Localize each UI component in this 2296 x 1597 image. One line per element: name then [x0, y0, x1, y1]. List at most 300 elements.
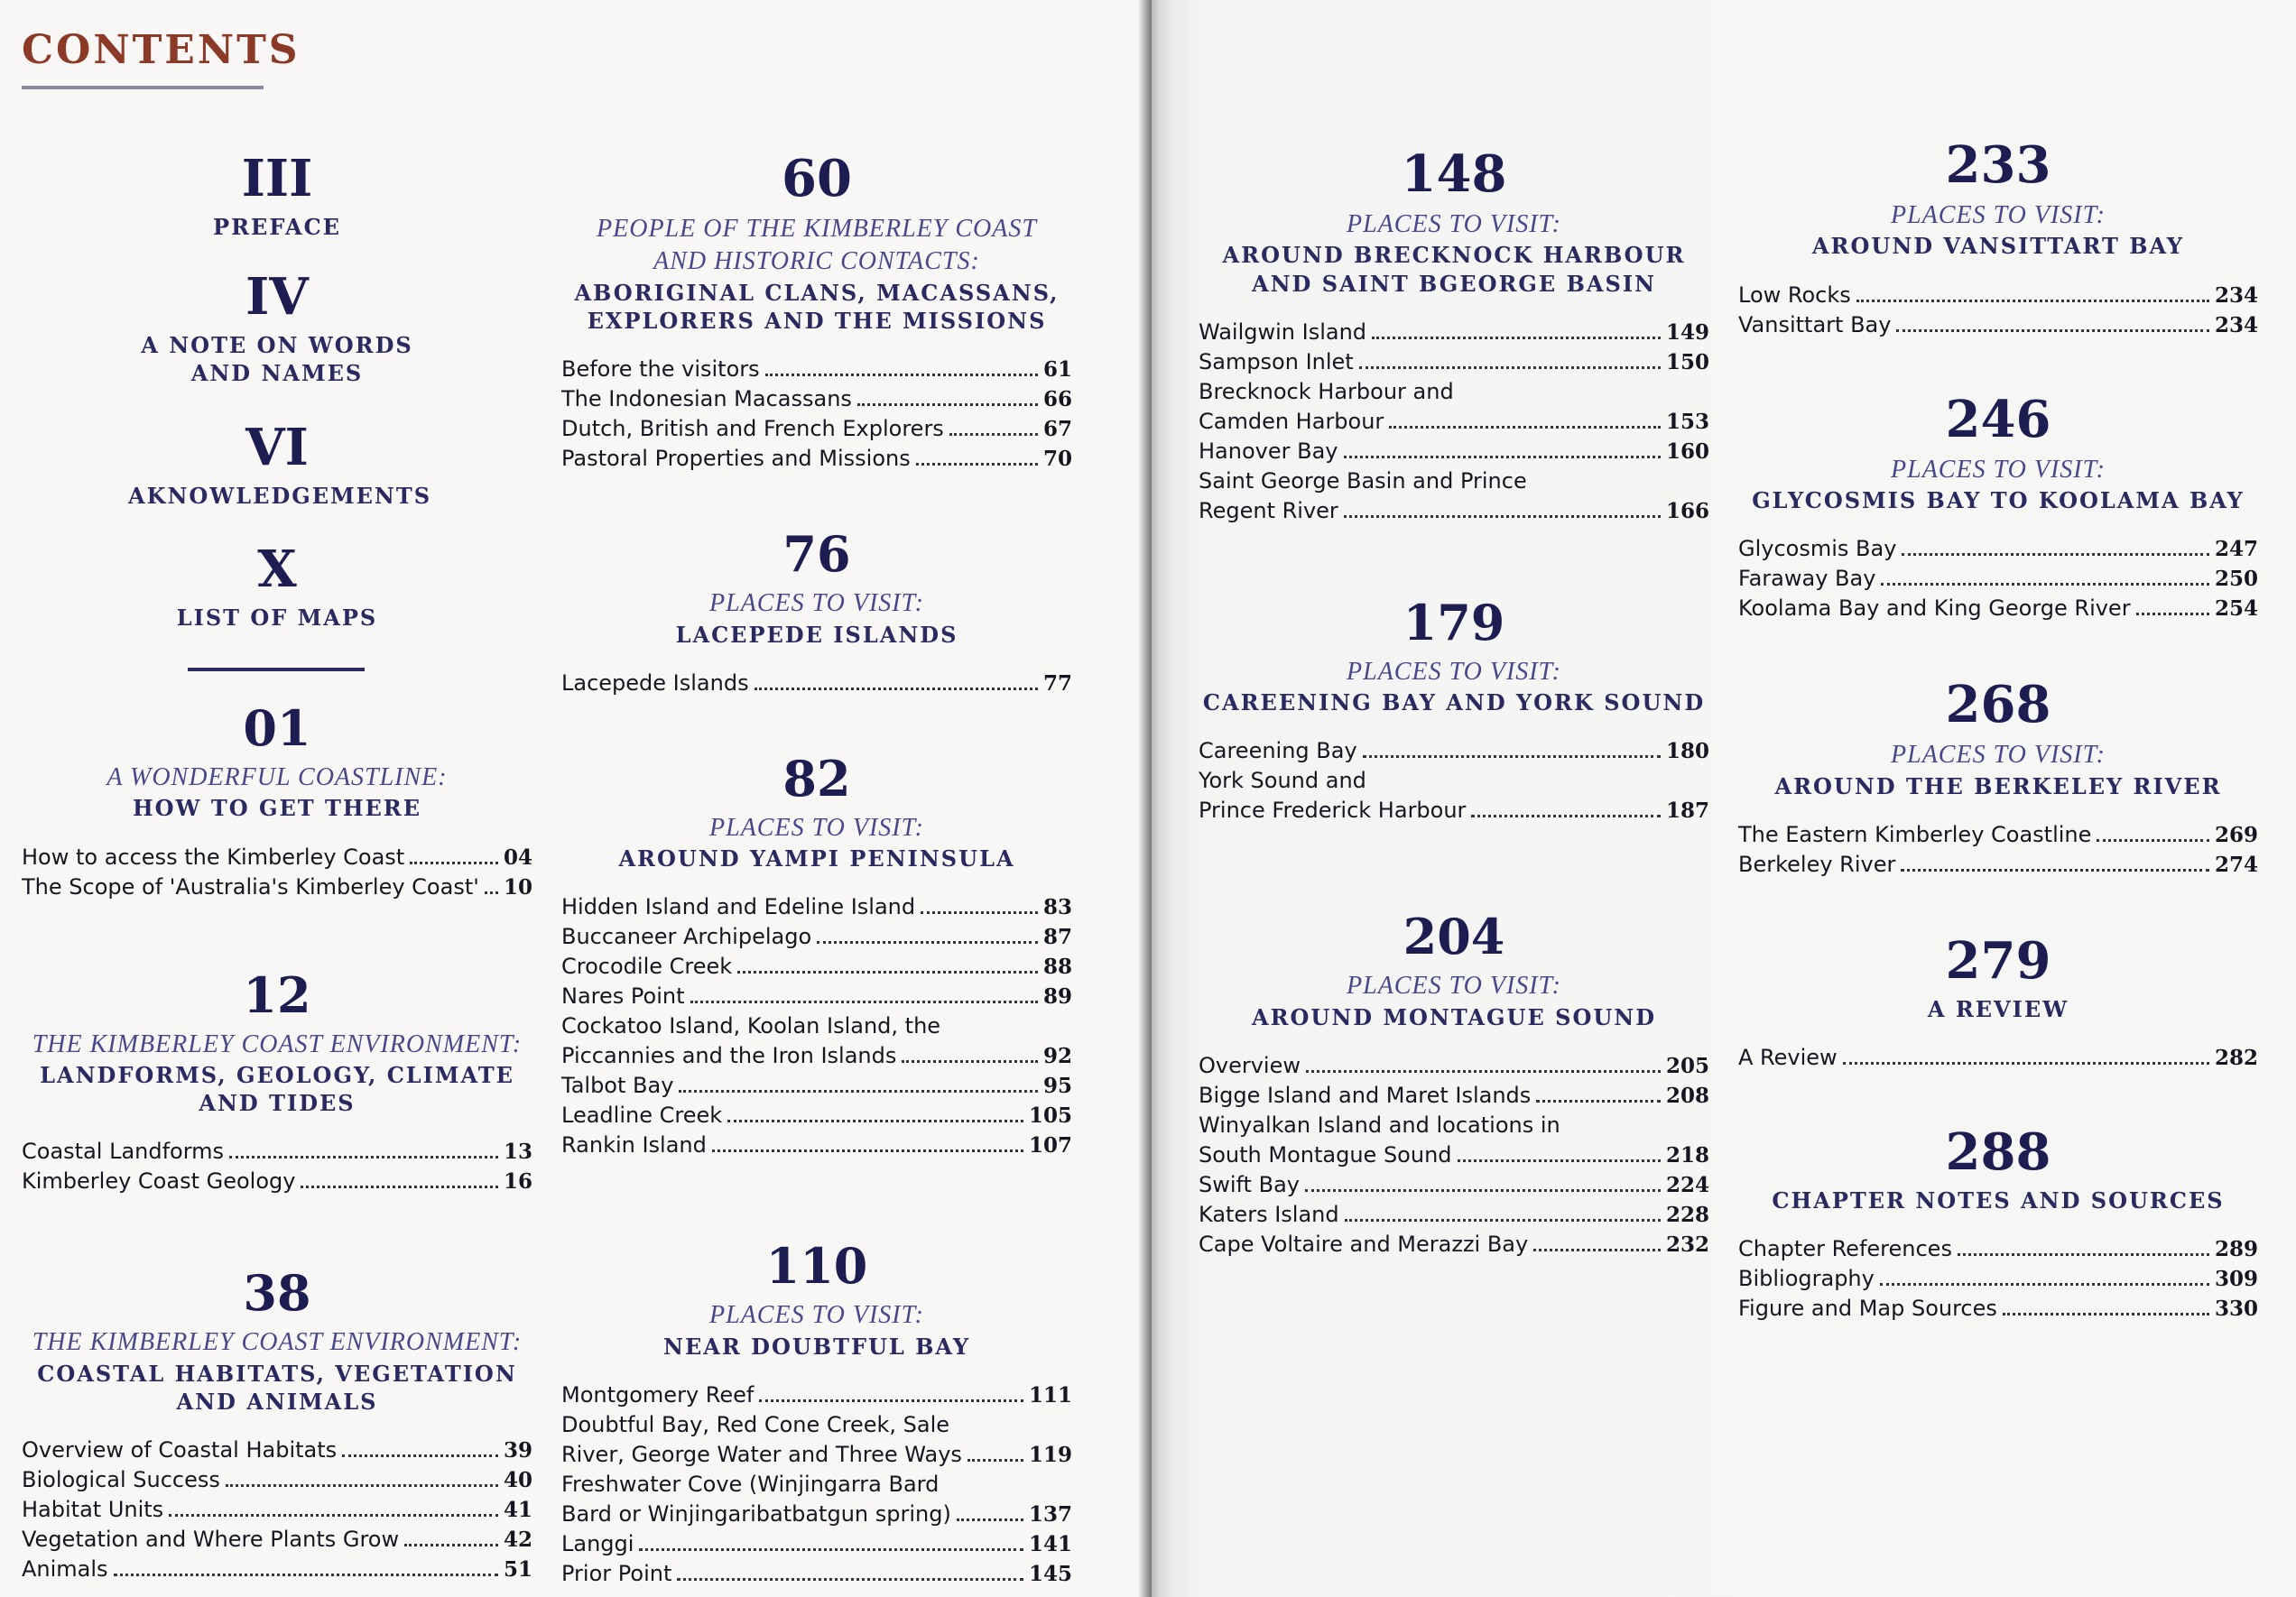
toc-entry-page: 13	[503, 1140, 532, 1165]
toc-entry-page: 274	[2214, 852, 2258, 877]
toc-entry-list	[1738, 281, 2258, 340]
dot-leader	[949, 433, 1038, 436]
toc-entry[interactable]	[561, 1380, 1072, 1410]
toc-entry-title: Rankin Island	[561, 1132, 707, 1159]
toc-entry-title: Talbot Bay	[561, 1073, 674, 1099]
dot-leader	[1843, 1062, 2209, 1065]
toc-entry[interactable]	[1738, 564, 2258, 594]
dot-leader	[1902, 553, 2209, 556]
toc-entry[interactable]	[22, 1555, 532, 1584]
toc-entry-title: Nares Point	[561, 983, 685, 1010]
toc-entry-title: Montgomery Reef	[561, 1381, 755, 1408]
dot-leader	[957, 1519, 1023, 1521]
toc-entry-page: 234	[2214, 312, 2258, 337]
toc-entry-page: 41	[503, 1498, 532, 1523]
toc-entry-page: 77	[1042, 670, 1072, 696]
toc-entry-list	[561, 1380, 1072, 1589]
dot-leader	[1471, 815, 1661, 817]
toc-entry-page: 105	[1028, 1103, 1072, 1129]
toc-entry-page: 309	[2214, 1267, 2258, 1292]
toc-entry-title: Habitat Units	[22, 1497, 164, 1523]
toc-entry-first-line: Saint George Basin and Prince	[1199, 467, 1527, 494]
toc-entry-page: 166	[1665, 498, 1709, 523]
toc-entry-page: 289	[2214, 1237, 2258, 1262]
toc-entry[interactable]	[1738, 594, 2258, 623]
section-page-number: 246	[1945, 389, 2051, 449]
toc-section	[1738, 389, 2258, 624]
toc-entry[interactable]	[561, 444, 1072, 474]
toc-entry-first-line: Winyalkan Island and locations in	[1199, 1112, 1560, 1138]
toc-entry-page: 160	[1665, 438, 1709, 464]
section-heading: NEAR DOUBTFUL BAY	[663, 1333, 970, 1360]
dot-leader	[1536, 1100, 1661, 1103]
toc-entry-page: 254	[2214, 596, 2258, 622]
toc-entry-page: 187	[1665, 798, 1709, 824]
dot-leader	[1901, 869, 2209, 872]
toc-entry-title: Bibliography	[1738, 1266, 1875, 1292]
toc-entry-title: Overview	[1199, 1052, 1301, 1078]
dot-leader	[902, 1060, 1038, 1063]
toc-entry[interactable]	[1738, 1234, 2258, 1264]
toc-entry[interactable]	[1199, 407, 1709, 437]
toc-entry-page: 10	[503, 874, 532, 900]
toc-section	[1738, 675, 2258, 880]
toc-entry-page: 04	[503, 845, 532, 870]
toc-entry[interactable]	[561, 1101, 1072, 1131]
dot-leader	[410, 862, 498, 864]
dot-leader	[1389, 426, 1661, 429]
toc-section	[22, 539, 532, 671]
dot-leader	[921, 911, 1038, 914]
toc-entry-title: Glycosmis Bay	[1738, 536, 1897, 562]
left-column-1	[22, 149, 532, 1584]
section-page-number: 82	[782, 749, 851, 808]
toc-entry[interactable]	[22, 1495, 532, 1525]
toc-entry-title: Swift Bay	[1199, 1171, 1300, 1197]
toc-entry[interactable]	[561, 1559, 1072, 1589]
toc-entry[interactable]	[1199, 796, 1709, 826]
toc-entry-page: 88	[1042, 955, 1072, 980]
toc-section	[561, 1237, 1072, 1589]
toc-entry[interactable]	[1738, 534, 2258, 564]
dot-leader	[2003, 1313, 2209, 1315]
toc-entry[interactable]	[561, 355, 1072, 384]
toc-entry-page: 95	[1042, 1074, 1072, 1099]
toc-entry-title: Careening Bay	[1199, 738, 1357, 764]
toc-entry[interactable]	[561, 669, 1072, 698]
dot-leader	[169, 1514, 498, 1517]
toc-entry-title: Prince Frederick Harbour	[1199, 798, 1467, 824]
section-heading: CAREENING BAY AND YORK SOUND	[1202, 689, 1706, 716]
toc-entry[interactable]	[1199, 347, 1709, 377]
toc-entry-title: Bard or Winjingaribatbatgun spring)	[561, 1500, 951, 1527]
dot-leader	[1344, 456, 1661, 458]
toc-entry[interactable]	[1738, 281, 2258, 310]
toc-entry[interactable]	[1738, 1264, 2258, 1294]
section-heading: COASTAL HABITATS, VEGETATION AND ANIMALS	[37, 1360, 517, 1415]
dot-leader	[755, 688, 1038, 690]
toc-entry[interactable]	[561, 1440, 1072, 1470]
contents-title: CONTENTS	[22, 27, 301, 73]
toc-entry-page: 218	[1665, 1142, 1709, 1168]
section-page-number: X	[257, 539, 297, 599]
toc-entry-list	[22, 843, 532, 902]
right-column-2	[1738, 135, 2258, 1324]
toc-entry-page: 153	[1665, 409, 1709, 434]
section-page-number: 60	[782, 149, 852, 208]
toc-entry-title: Lacepede Islands	[561, 669, 749, 696]
section-heading: LANDFORMS, GEOLOGY, CLIMATE AND TIDES	[40, 1061, 514, 1117]
toc-entry[interactable]	[1738, 1043, 2258, 1073]
section-heading: LIST OF MAPS	[176, 604, 378, 631]
toc-section	[22, 1264, 532, 1584]
section-kicker: PLACES TO VISIT:	[709, 589, 924, 618]
toc-entry-title: Piccannies and the Iron Islands	[561, 1043, 897, 1069]
dot-leader	[765, 374, 1038, 376]
section-heading: PREFACE	[213, 214, 341, 240]
dot-leader	[857, 403, 1038, 406]
section-page-number: 268	[1945, 675, 2051, 735]
toc-entry[interactable]	[561, 922, 1072, 952]
toc-entry-title: Leadline Creek	[561, 1103, 723, 1129]
left-column-2	[561, 149, 1072, 1589]
toc-entry[interactable]	[1199, 1200, 1709, 1230]
toc-entry-title: Before the visitors	[561, 356, 760, 383]
toc-entry-page: 137	[1028, 1501, 1072, 1527]
toc-entry-title: Langgi	[561, 1530, 634, 1556]
toc-entry-list	[22, 1137, 532, 1196]
toc-entry-page: 150	[1665, 349, 1709, 374]
toc-section	[1738, 135, 2258, 340]
toc-entry-title: Pastoral Properties and Missions	[561, 446, 911, 472]
book-gutter	[1139, 0, 1152, 1597]
toc-entry-title: Koolama Bay and King George River	[1738, 595, 2131, 622]
toc-entry-title: Coastal Landforms	[22, 1139, 225, 1165]
dot-leader	[817, 941, 1038, 944]
toc-entry-title: Overview of Coastal Habitats	[22, 1437, 338, 1463]
toc-entry-page: 83	[1042, 895, 1072, 920]
section-kicker: THE KIMBERLEY COAST ENVIRONMENT:	[32, 1328, 523, 1357]
dot-leader	[690, 1001, 1038, 1003]
section-kicker: PLACES TO VISIT:	[709, 813, 924, 842]
section-page-number: 233	[1945, 135, 2051, 195]
toc-entry-page: 119	[1028, 1442, 1072, 1467]
dot-leader	[404, 1544, 498, 1546]
toc-entry[interactable]	[1738, 1294, 2258, 1324]
toc-entry-title: Cape Voltaire and Merazzi Bay	[1199, 1231, 1529, 1257]
section-page-number: 12	[243, 965, 311, 1024]
toc-section	[561, 749, 1072, 1161]
toc-entry-page: 141	[1028, 1531, 1072, 1556]
toc-entry-page: 61	[1042, 357, 1072, 383]
toc-entry-first-line: Doubtful Bay, Red Cone Creek, Sale	[561, 1411, 950, 1437]
toc-entry-title: Camden Harbour	[1199, 408, 1384, 434]
section-page-number: VI	[245, 417, 309, 477]
section-heading: AROUND THE BERKELEY RIVER	[1774, 772, 2222, 799]
toc-entry-page: 111	[1028, 1382, 1072, 1408]
toc-entry[interactable]	[561, 1071, 1072, 1101]
toc-section	[1199, 593, 1709, 826]
dot-leader	[712, 1149, 1023, 1152]
toc-section	[1738, 930, 2258, 1073]
dot-leader	[1880, 1283, 2209, 1286]
section-heading: AROUND VANSITTART BAY	[1811, 233, 2185, 260]
toc-entry-title: Low Rocks	[1738, 282, 1851, 308]
toc-entry-page: 89	[1042, 984, 1072, 1010]
toc-entry-page: 16	[503, 1169, 532, 1195]
section-heading: A NOTE ON WORDS AND NAMES	[141, 332, 413, 387]
toc-entry-first-line: Cockatoo Island, Koolan Island, the	[561, 1013, 941, 1039]
dot-leader	[737, 971, 1038, 974]
section-kicker: A WONDERFUL COASTLINE:	[106, 762, 448, 791]
dot-leader	[1363, 755, 1661, 758]
section-page-number: 279	[1945, 930, 2051, 991]
section-kicker: PLACES TO VISIT:	[709, 1301, 924, 1330]
dot-leader	[2136, 613, 2209, 615]
toc-section	[561, 525, 1072, 698]
toc-entry-title: Kimberley Coast Geology	[22, 1168, 296, 1195]
toc-entry-title: Vansittart Bay	[1738, 311, 1892, 337]
toc-section	[22, 417, 532, 510]
toc-entry[interactable]	[561, 1131, 1072, 1160]
dot-leader	[1306, 1070, 1661, 1073]
toc-entry-page: 232	[1665, 1232, 1709, 1257]
toc-entry-title: South Montague Sound	[1199, 1141, 1452, 1168]
toc-entry[interactable]	[22, 872, 532, 902]
section-page-number: 01	[243, 698, 311, 757]
toc-entry[interactable]	[22, 1435, 532, 1465]
toc-section	[22, 965, 532, 1197]
dot-leader	[679, 1090, 1038, 1093]
toc-entry[interactable]	[1199, 1051, 1709, 1081]
toc-entry-list	[561, 355, 1072, 474]
toc-entry[interactable]	[1199, 736, 1709, 766]
section-kicker: THE KIMBERLEY COAST ENVIRONMENT:	[32, 1029, 523, 1058]
toc-entry-first-line: York Sound and	[1199, 768, 1366, 794]
dot-leader	[639, 1548, 1023, 1551]
toc-entry-title: The Scope of 'Australia's Kimberley Coast'	[22, 873, 479, 900]
section-heading: A REVIEW	[1927, 995, 2069, 1022]
toc-entry-title: Animals	[22, 1556, 108, 1583]
toc-entry[interactable]	[1199, 1230, 1709, 1260]
section-page-number: 38	[243, 1264, 311, 1323]
section-page-number: 76	[782, 525, 851, 584]
dot-leader	[2097, 839, 2209, 842]
section-heading: HOW TO GET THERE	[132, 795, 422, 822]
toc-entry-page: 269	[2214, 822, 2258, 847]
toc-entry-title: A Review	[1738, 1044, 1838, 1070]
toc-entry-page: 92	[1042, 1044, 1072, 1069]
section-page-number: 148	[1401, 144, 1507, 204]
dot-leader	[1881, 583, 2209, 586]
toc-entry-title: Buccaneer Archipelago	[561, 924, 812, 950]
section-heading: AROUND YAMPI PENINSULA	[618, 845, 1015, 872]
toc-entry-page: 282	[2214, 1045, 2258, 1070]
toc-entry[interactable]	[1199, 1081, 1709, 1111]
toc-entry-title: Crocodile Creek	[561, 954, 733, 980]
toc-section	[561, 149, 1072, 474]
dot-leader	[114, 1574, 498, 1576]
toc-entry-list	[1199, 736, 1709, 826]
toc-entry-page: 107	[1028, 1133, 1072, 1159]
toc-entry[interactable]	[1738, 850, 2258, 880]
toc-entry-title: How to access the Kimberley Coast	[22, 844, 405, 870]
toc-entry[interactable]	[561, 1041, 1072, 1071]
section-page-number: 179	[1403, 593, 1505, 651]
toc-entry-title: Hidden Island and Edeline Island	[561, 894, 916, 920]
section-divider	[188, 668, 365, 671]
toc-entry-page: 42	[503, 1528, 532, 1553]
section-heading: CHAPTER NOTES AND SOURCES	[1772, 1186, 2225, 1214]
toc-entry-page: 228	[1665, 1202, 1709, 1227]
toc-entry-page: 247	[2214, 537, 2258, 562]
dot-leader	[677, 1578, 1023, 1581]
section-page-number: 110	[765, 1237, 868, 1296]
dot-leader	[759, 1399, 1023, 1402]
section-heading: AROUND BRECKNOCK HARBOUR AND SAINT BGEORGE BASIN	[1222, 242, 1686, 297]
toc-entry-page: 224	[1665, 1172, 1709, 1197]
toc-entry[interactable]	[22, 843, 532, 872]
dot-leader	[727, 1120, 1023, 1122]
dot-leader	[967, 1459, 1023, 1462]
toc-entry-title: Faraway Bay	[1738, 566, 1876, 592]
toc-section	[22, 149, 532, 241]
dot-leader	[1458, 1159, 1661, 1162]
toc-entry[interactable]	[1199, 437, 1709, 466]
toc-entry-page: 330	[2214, 1297, 2258, 1322]
toc-entry-list	[1199, 318, 1709, 526]
dot-leader	[1372, 337, 1661, 339]
toc-entry-list	[1738, 534, 2258, 623]
toc-entry[interactable]	[561, 952, 1072, 982]
section-page-number: 288	[1945, 1122, 2051, 1182]
section-kicker: PLACES TO VISIT:	[1891, 455, 2106, 484]
dot-leader	[1344, 515, 1661, 518]
toc-entry[interactable]	[1199, 1170, 1709, 1200]
toc-entry-title: Dutch, British and French Explorers	[561, 416, 944, 442]
toc-entry-list	[1738, 1234, 2258, 1324]
toc-entry-title: Vegetation and Where Plants Grow	[22, 1527, 400, 1553]
toc-entry-page: 208	[1665, 1083, 1709, 1108]
section-page-number: III	[241, 149, 313, 208]
section-page-number: IV	[245, 267, 309, 328]
toc-entry-title: Hanover Bay	[1199, 438, 1338, 464]
toc-entry-page: 66	[1042, 387, 1072, 412]
toc-entry[interactable]	[561, 384, 1072, 414]
toc-entry-page: 67	[1042, 417, 1072, 442]
toc-entry-page: 180	[1665, 739, 1709, 764]
toc-entry-list	[22, 1435, 532, 1584]
toc-entry-page: 149	[1665, 319, 1709, 345]
dot-leader	[1533, 1249, 1661, 1251]
right-column-1	[1199, 144, 1709, 1260]
toc-entry-page: 40	[503, 1468, 532, 1493]
toc-entry[interactable]	[561, 1529, 1072, 1559]
dot-leader	[916, 463, 1038, 466]
toc-entry-title: Figure and Map Sources	[1738, 1296, 1997, 1322]
toc-entry-title: Prior Point	[561, 1560, 672, 1586]
toc-entry-page: 250	[2214, 567, 2258, 592]
toc-entry-title: River, George Water and Three Ways	[561, 1441, 962, 1467]
toc-entry[interactable]	[22, 1525, 532, 1555]
toc-entry[interactable]	[1199, 1140, 1709, 1170]
dot-leader	[485, 891, 498, 894]
toc-entry[interactable]	[561, 892, 1072, 922]
toc-section	[1738, 1122, 2258, 1324]
toc-entry[interactable]	[561, 982, 1072, 1011]
toc-entry-page: 145	[1028, 1561, 1072, 1586]
dot-leader	[1345, 1219, 1661, 1222]
toc-entry[interactable]	[1199, 318, 1709, 347]
section-kicker: PLACES TO VISIT:	[1891, 201, 2106, 229]
section-kicker: PLACES TO VISIT:	[1347, 210, 1561, 238]
toc-entry-title: Sampson Inlet	[1199, 348, 1354, 374]
section-kicker: PLACES TO VISIT:	[1891, 741, 2106, 770]
toc-entry[interactable]	[22, 1137, 532, 1167]
toc-entry-list	[1199, 1051, 1709, 1260]
dot-leader	[1359, 366, 1661, 369]
toc-entry-title: Regent River	[1199, 497, 1338, 523]
dot-leader	[1896, 329, 2209, 332]
toc-entry-page: 39	[503, 1438, 532, 1463]
toc-entry-title: The Indonesian Macassans	[561, 386, 852, 412]
section-kicker: PEOPLE OF THE KIMBERLEY COAST AND HISTORIC CONTACTS:	[597, 215, 1037, 276]
toc-entry[interactable]	[1199, 496, 1709, 526]
section-heading: LACEPEDE ISLANDS	[675, 621, 958, 648]
toc-entry-title: Biological Success	[22, 1467, 220, 1493]
dot-leader	[1958, 1253, 2209, 1256]
toc-entry-title: Berkeley River	[1738, 851, 1896, 877]
title-underline	[22, 86, 264, 89]
toc-entry[interactable]	[22, 1167, 532, 1196]
toc-entry-first-line: Brecknock Harbour and	[1199, 378, 1454, 404]
toc-section	[1199, 144, 1709, 526]
toc-section	[22, 267, 532, 387]
dot-leader	[301, 1186, 498, 1188]
toc-section	[1199, 908, 1709, 1260]
toc-entry-list	[561, 892, 1072, 1160]
dot-leader	[342, 1454, 498, 1457]
dot-leader	[1856, 300, 2209, 302]
dot-leader	[226, 1484, 498, 1487]
toc-entry-page: 87	[1042, 925, 1072, 950]
toc-section	[22, 698, 532, 902]
toc-entry-page: 234	[2214, 282, 2258, 308]
toc-entry-title: Katers Island	[1199, 1201, 1339, 1227]
toc-entry-page: 70	[1042, 447, 1072, 472]
toc-entry[interactable]	[561, 414, 1072, 444]
toc-entry-page: 51	[503, 1557, 532, 1583]
dot-leader	[1305, 1189, 1661, 1192]
toc-entry[interactable]	[1738, 820, 2258, 850]
toc-entry[interactable]	[561, 1500, 1072, 1529]
dot-leader	[229, 1156, 498, 1159]
toc-entry-title: Chapter References	[1738, 1236, 1952, 1262]
toc-entry-title: Bigge Island and Maret Islands	[1199, 1082, 1532, 1108]
toc-entry-title: The Eastern Kimberley Coastline	[1738, 821, 2092, 847]
section-heading: ABORIGINAL CLANS, MACASSANS, EXPLORERS AND THE MISSIONS	[574, 279, 1060, 334]
section-heading: AKNOWLEDGEMENTS	[128, 482, 432, 509]
toc-entry-list	[1738, 820, 2258, 880]
section-kicker: PLACES TO VISIT:	[1347, 657, 1561, 686]
section-heading: AROUND MONTAGUE SOUND	[1251, 1003, 1657, 1030]
toc-entry-title: Wailgwin Island	[1199, 318, 1367, 345]
toc-entry-page: 205	[1665, 1053, 1709, 1078]
section-kicker: PLACES TO VISIT:	[1347, 972, 1561, 1001]
section-heading: GLYCOSMIS BAY TO KOOLAMA BAY	[1752, 486, 2245, 513]
toc-entry[interactable]	[1738, 310, 2258, 340]
toc-entry[interactable]	[22, 1465, 532, 1495]
